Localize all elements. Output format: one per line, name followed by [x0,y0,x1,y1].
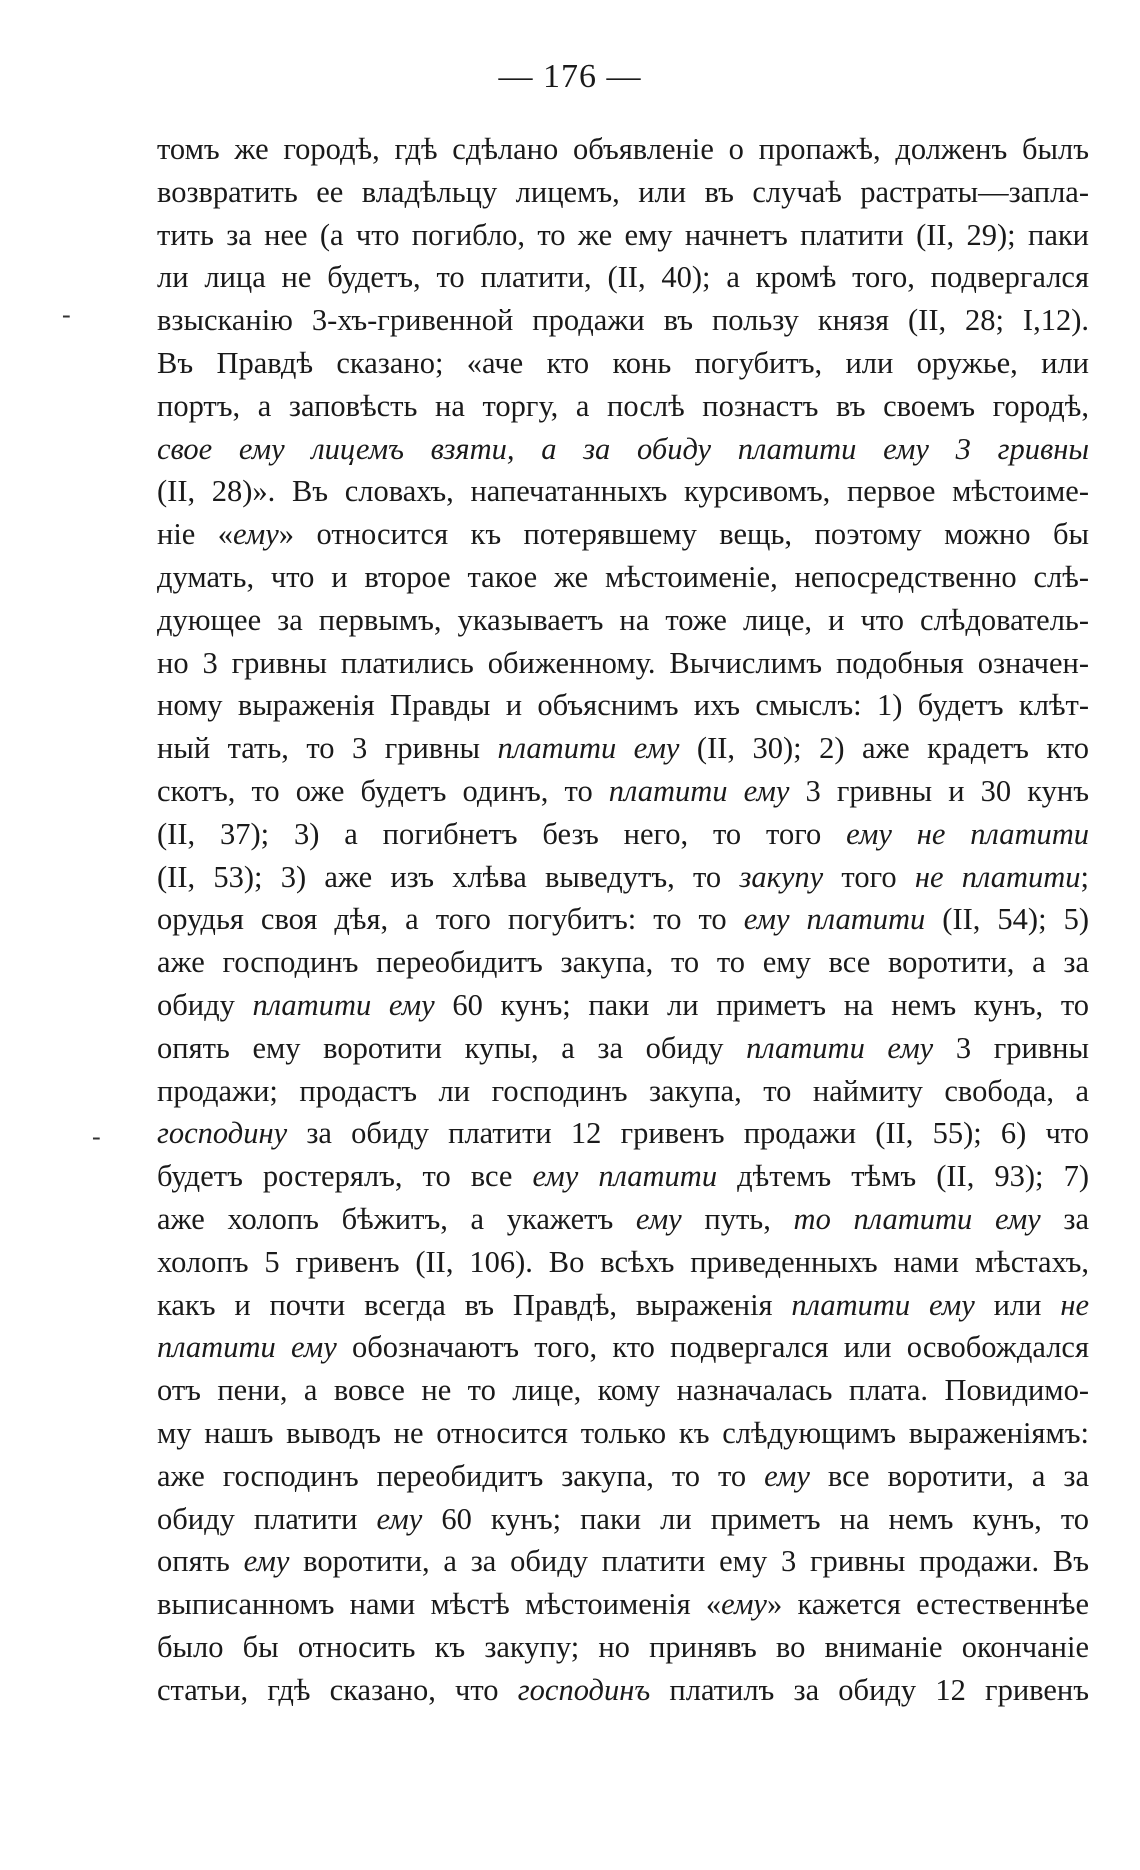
text-line [157,770,1089,813]
text-segment: выписанномъ нами мѣстѣ мѣстоименія « [157,1587,722,1622]
text-segment: за [1040,1201,1089,1236]
text-segment: обозначаютъ того, кто подвергался или освобождался [336,1330,1089,1365]
italic-text: платити ему [252,987,435,1022]
italic-text: господину [157,1116,288,1151]
text-segment: ный тать, то 3 гривны [157,731,498,766]
text-line [157,642,1089,685]
text-line [157,385,1089,428]
italic-text: ему [376,1501,423,1536]
text-segment: возвратить ее владѣльцу лицемъ, или въ случаѣ растраты—запла- [157,174,1089,209]
text-line [157,128,1089,171]
italic-text: платити ему [157,1330,337,1365]
text-line [157,1241,1089,1284]
text-segment: отъ пени, а вовсе не то лице, кому назначалась плата. Повидимо- [157,1373,1089,1408]
text-segment: обиду платити [157,1501,377,1536]
text-line [157,1455,1089,1498]
text-line [157,513,1089,556]
text-line [157,1070,1089,1113]
italic-text: ему [243,1544,290,1579]
text-segment: 60 кунъ; паки ли приметъ на немъ кунъ, то [434,987,1089,1022]
text-segment: ли лица не будетъ, то платити, (II, 40); а кромѣ того, подвергался [157,260,1089,295]
italic-text: платити ему [746,1030,934,1065]
text-segment: статьи, гдѣ сказано, что [157,1672,518,1707]
text-segment: но 3 гривны платились обиженному. Вычислимъ подобныя означен- [157,645,1089,680]
text-segment: 60 кунъ; паки ли приметъ на немъ кунъ, то [422,1501,1089,1536]
text-line [157,1112,1089,1155]
text-segment: аже господинъ переобидитъ закупа, то то ему все воротити, а за [157,945,1089,980]
text-line [157,171,1089,214]
italic-text: ему [233,517,279,552]
italic-text: ему не платити [846,816,1089,851]
italic-text: ему платити [532,1159,718,1194]
text-segment: думать, что и второе такое же мѣстоименіе, непосредственно слѣ- [157,559,1089,594]
text-line [157,599,1089,642]
text-segment: за обиду платити 12 гривенъ продажи (II, 55); 6) что [287,1116,1089,1151]
text-segment: 3 гривны [933,1030,1089,1065]
text-segment: томъ же городѣ, гдѣ сдѣлано объявленіе о пропажѣ, долженъ былъ [157,132,1089,166]
italic-text: закупу [739,859,824,894]
text-line [157,684,1089,727]
text-line [157,1198,1089,1241]
text-segment: тить за нее (а что погибло, то же ему начнетъ платити (II, 29); паки [157,217,1089,252]
italic-text: ему [721,1587,767,1622]
text-line [157,1498,1089,1541]
page-number: — 176 — [498,58,642,95]
text-segment: будетъ ростерялъ, то все [157,1159,533,1194]
text-segment: » относится къ потерявшему вещь, поэтому можно бы [278,517,1089,552]
text-line [157,1626,1089,1669]
italic-text: не платити [914,859,1081,894]
text-segment: (II, 30); 2) аже крадетъ кто [679,731,1089,766]
text-line [157,984,1089,1027]
text-segment: орудья своя дѣя, а того погубитъ: то то [157,902,744,937]
body-text [157,128,1089,1711]
text-line [157,1027,1089,1070]
text-segment: (II, 37); 3) а погибнетъ безъ него, то того [157,816,847,851]
italic-text: то платити ему [793,1201,1041,1236]
text-segment: обиду [157,987,253,1022]
text-segment: было бы относить къ закупу; но принявъ во вниманіе окончаніе [157,1629,1089,1664]
margin-mark: - [92,1122,101,1151]
italic-text: платити ему [497,731,680,766]
text-line [157,342,1089,385]
text-segment: все воротити, а за [809,1458,1089,1493]
italic-text: ему [764,1458,810,1493]
text-segment: ніе « [157,517,234,552]
text-segment: Въ Правдѣ сказано; «аче кто конь погубитъ, или оружье, или [157,345,1089,380]
italic-text: господинъ [517,1672,651,1707]
text-segment: того [823,859,915,894]
text-segment: взысканію 3-хъ-гривенной продажи въ пользу князя (II, 28; I,12). [157,303,1089,338]
text-line [157,1412,1089,1455]
text-segment: скотъ, то оже будетъ одинъ, то [157,773,609,808]
text-segment: (II, 53); 3) аже изъ хлѣва выведутъ, то [157,859,740,894]
text-segment: 3 гривны и 30 кунъ [789,773,1089,808]
text-line [157,214,1089,257]
text-segment: дующее за первымъ, указываетъ на тоже лице, и что слѣдователь- [157,602,1089,637]
text-line [157,727,1089,770]
text-segment: холопъ 5 гривенъ (II, 106). Во всѣхъ приведенныхъ нами мѣстахъ, [157,1244,1089,1279]
text-segment: опять ему воротити купы, а за обиду [157,1030,747,1065]
text-segment: му нашъ выводъ не относится только къ слѣдующимъ выраженіямъ: [157,1415,1089,1450]
text-line [157,1540,1089,1583]
text-segment: или [974,1287,1061,1322]
text-line [157,556,1089,599]
text-line [157,813,1089,856]
text-line [157,898,1089,941]
text-segment: путь, [681,1201,794,1236]
text-segment: аже холопъ бѣжитъ, а укажетъ [157,1201,636,1236]
italic-text: свое ему лицемъ взяти, а за обиду платити ему 3 гривны [157,431,1089,466]
text-segment: ; [1080,859,1089,894]
text-segment: какъ и почти всегда въ Правдѣ, выраженія [157,1287,792,1322]
text-line [157,1284,1089,1327]
margin-mark: - [62,300,71,329]
text-segment: ному выраженія Правды и объяснимъ ихъ смыслъ: 1) будетъ клѣт- [157,688,1089,723]
text-line [157,299,1089,342]
italic-text: ему платити [743,902,926,937]
text-line [157,1583,1089,1626]
text-segment: платилъ за обиду 12 гривенъ [650,1672,1089,1707]
text-line [157,856,1089,899]
text-segment: портъ, а заповѣсть на торгу, а послѣ познастъ въ своемъ городѣ, [157,388,1089,423]
italic-text: не [1060,1287,1089,1322]
text-segment: опять [157,1544,244,1579]
text-line [157,428,1089,471]
text-segment: воротити, а за обиду платити ему 3 гривны продажи. Въ [289,1544,1089,1579]
text-line [157,256,1089,299]
text-line [157,470,1089,513]
text-segment: аже господинъ переобидитъ закупа, то то [157,1458,765,1493]
italic-text: ему [635,1201,682,1236]
text-segment: » кажется естественнѣе [766,1587,1089,1622]
italic-text: платити ему [608,773,790,808]
text-line [157,1669,1089,1712]
text-segment: продажи; продастъ ли господинъ закупа, то наймиту свобода, а [157,1073,1089,1108]
text-segment: (II, 28)». Въ словахъ, напечатанныхъ курсивомъ, первое мѣстоиме- [157,474,1089,509]
text-line [157,1369,1089,1412]
text-segment: (II, 54); 5) [925,902,1089,937]
text-line [157,941,1089,984]
text-segment: дѣтемъ тѣмъ (II, 93); 7) [717,1159,1089,1194]
text-line [157,1155,1089,1198]
italic-text: платити ему [791,1287,975,1322]
text-line [157,1326,1089,1369]
